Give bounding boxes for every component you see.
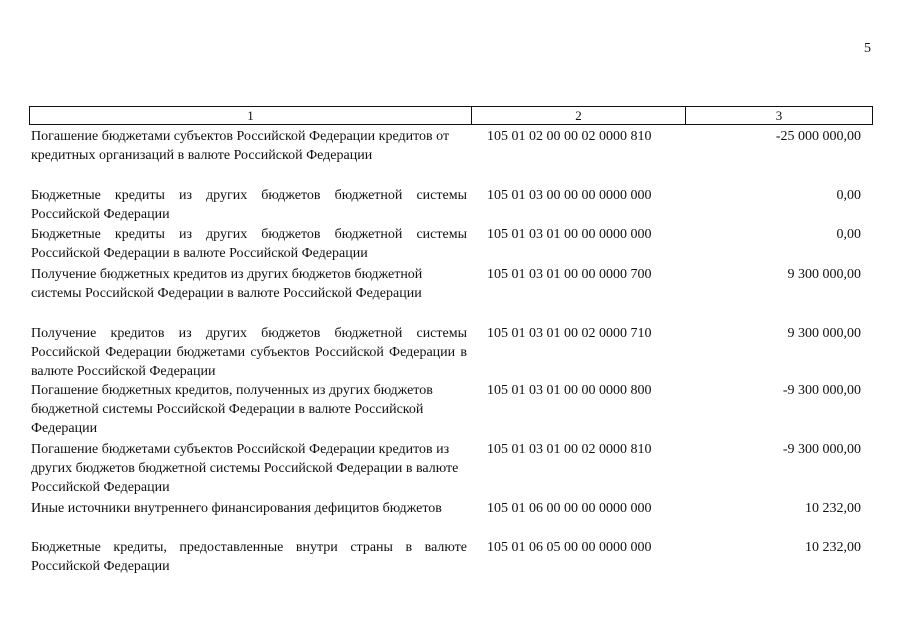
row-amount: -9 300 000,00 (782, 383, 861, 398)
header-col-1: 1 (30, 107, 472, 124)
row-amount: 9 300 000,00 (787, 326, 861, 341)
header-col-2: 2 (472, 107, 686, 124)
row-name: Бюджетные кредиты из других бюджетов бюджетной системы Российской Федерации (31, 188, 467, 222)
row-code: 105 01 03 01 00 02 0000 810 (487, 442, 652, 457)
row-name: Иные источники внутреннего финансирования дефицитов бюджетов (31, 501, 442, 516)
row-amount: 10 232,00 (805, 540, 861, 555)
header-col-3: 3 (775, 108, 783, 123)
row-name: Получение кредитов из других бюджетов бюджетной системы Российской Федерации бюджетами субъектов Российской Федерации в валюте Российской Федерации (31, 326, 467, 379)
row-amount: 0,00 (836, 188, 861, 203)
row-name: Погашение бюджетных кредитов, полученных из других бюджетов бюджетной системы Российской Федерации в валюте Российской Федерации (31, 383, 433, 436)
row-name: Бюджетные кредиты, предоставленные внутри страны в валюте Российской Федерации (31, 540, 467, 574)
row-amount: 10 232,00 (805, 501, 861, 516)
row-amount: 9 300 000,00 (787, 267, 861, 282)
row-code: 105 01 06 05 00 00 0000 000 (487, 540, 652, 555)
row-code: 105 01 03 00 00 00 0000 000 (487, 188, 652, 203)
row-name: Бюджетные кредиты из других бюджетов бюджетной системы Российской Федерации в валюте Российской Федерации (31, 227, 467, 261)
row-code: 105 01 03 01 00 00 0000 800 (487, 383, 652, 398)
row-amount: -9 300 000,00 (782, 442, 861, 457)
row-code: 105 01 02 00 00 02 0000 810 (487, 129, 652, 144)
row-code: 105 01 03 01 00 02 0000 710 (487, 326, 652, 341)
row-amount: 0,00 (836, 227, 861, 242)
row-name: Погашение бюджетами субъектов Российской Федерации кредитов из других бюджетов бюджетной системы Российской Федерации в валюте Российской Федерации (31, 442, 459, 495)
row-name: Погашение бюджетами субъектов Российской Федерации кредитов от кредитных организаций в валюте Российской Федерации (31, 129, 450, 163)
row-code: 105 01 03 01 00 00 0000 000 (487, 227, 652, 242)
table-header (29, 106, 873, 125)
row-code: 105 01 03 01 00 00 0000 700 (487, 267, 652, 282)
row-amount: -25 000 000,00 (775, 129, 861, 144)
row-code: 105 01 06 00 00 00 0000 000 (487, 501, 652, 516)
row-name: Получение бюджетных кредитов из других бюджетов бюджетной системы Российской Федерации в валюте Российской Федерации (31, 267, 423, 301)
page-number: 5 (864, 41, 871, 56)
